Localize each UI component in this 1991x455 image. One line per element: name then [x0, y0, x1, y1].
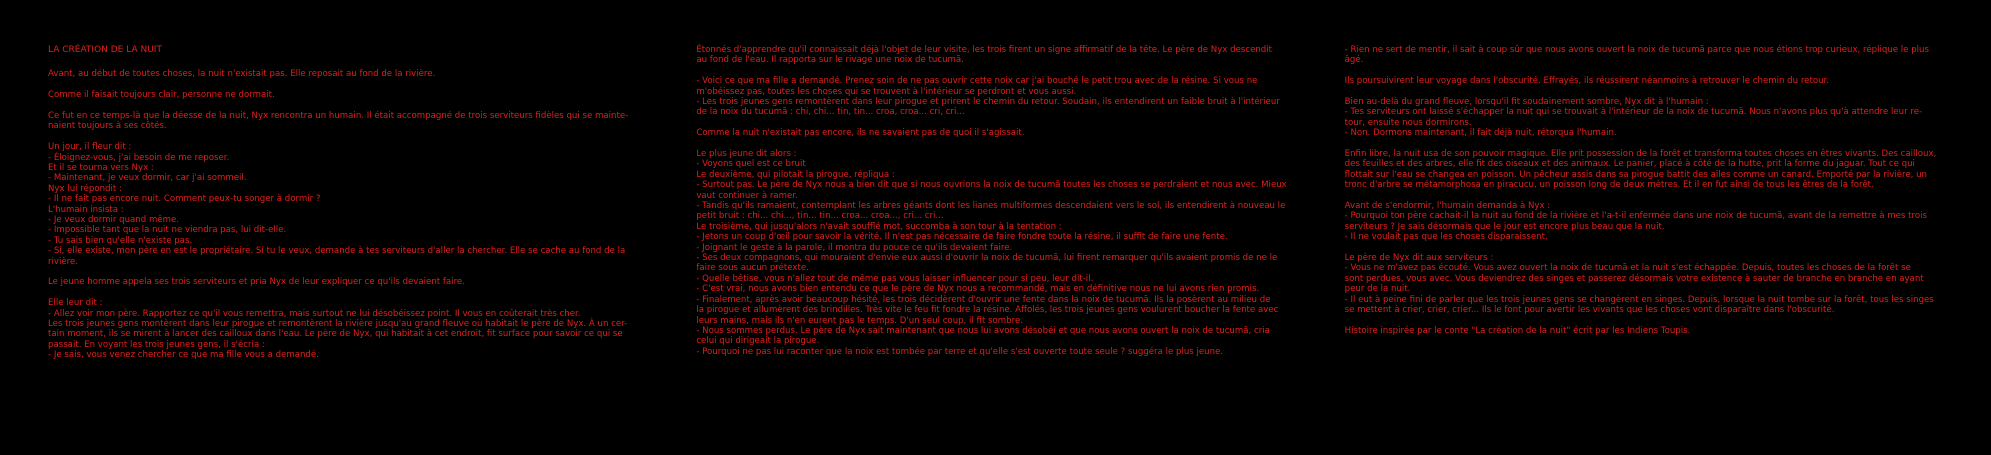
text-line: Bien au-delà du grand fleuve, lorsqu'il fit soudainement sombre, Nyx dit à l'humain : [1344, 97, 1709, 107]
text-line: - Tes serviteurs ont laissé s'échapper la nuit qui se trouvait à l'intérieur de la noix de tucumã. Nous n'avons plus qu'à attendre leur re- [1344, 107, 1923, 118]
text-line: - Joignant le geste à la parole, il montra du pouce ce qu'ils devaient faire. [696, 242, 1013, 253]
paragraph [48, 90, 654, 100]
text-line: - Surtout pas. Le père de Nyx nous a bien dit que si nous ouvrions la noix de tucumã toutes les choses se perdraient et nous avec. Mieux [696, 180, 1287, 191]
text-line: - Jetons un coup d'œil pour savoir la vérité. Il n'est pas nécessaire de faire fondre toute la résine, il suffit de faire une fente. [696, 232, 1228, 243]
paragraph [48, 298, 654, 360]
paragraph [48, 69, 654, 79]
story-title: LA CRÉATION DE LA NUIT [48, 45, 162, 55]
text-line: - Finalement, après avoir beaucoup hésité, les trois décidèrent d'ouvrir une fente dans la noix de tucumã. Ils la posèrent au milieu de [696, 294, 1271, 305]
text-line: - Je veux dormir quand même. [48, 215, 179, 226]
text-line: - C'est vrai, nous avons bien entendu ce que le père de Nyx nous a recommandé, mais en définitive nous ne lui avons rien promis. [696, 284, 1260, 295]
text-line: - Non. Dormons maintenant, il fait déjà nuit, rétorqua l'humain. [1344, 128, 1617, 139]
text-line: Comme la nuit n'existait pas encore, ils ne savaient pas de quoi il s'agissait. [696, 128, 1025, 139]
text-line: - Éloignez-vous, j'ai besoin de me reposer. [48, 152, 230, 163]
text-line: de la noix du tucumã : chi, chi... tin, tin... croa, croa... cri, cri... [696, 107, 965, 118]
text-line: Et il se tourna vers Nyx : [48, 163, 154, 174]
text-line: - Si, elle existe, mon père en est le propriétaire. Si tu le veux, demande à tes serviteurs d'aller la chercher. Elle se cache au fond de la [48, 246, 626, 257]
paragraph [48, 111, 654, 132]
text-line: Comme il faisait toujours clair, personne ne dormait. [48, 90, 275, 101]
text-line: celui qui dirigeait la pirogue. [696, 336, 820, 347]
text-line: - Il eut à peine fini de parler que les trois jeunes gens se changèrent en singes. Depuis, lorsque la nuit tombe sur la forêt, tous les singes [1344, 294, 1934, 305]
text-line: - Je sais, vous venez chercher ce que ma fille vous a demandé. [48, 350, 319, 361]
paragraph [696, 76, 1302, 118]
text-line: peur de la nuit. [1344, 284, 1411, 295]
text-line: Le troisième, qui jusqu'alors n'avait soufflé mot, succomba à son tour à la tentation : [696, 221, 1062, 232]
paragraph [1345, 76, 1951, 86]
text-line: Ce fut en ce temps-là que la déesse de la nuit, Nyx rencontra un humain. Il était accompagné de trois serviteurs fidèles qui se mainte- [48, 111, 629, 121]
text-line: - Voici ce que ma fille a demandé. Prenez soin de ne pas ouvrir cette noix car j'ai bouché le petit trou avec de la résine. Si vous ne [696, 76, 1258, 87]
paragraph [1345, 326, 1951, 336]
text-column-1 [48, 45, 654, 455]
paragraph [696, 128, 1302, 138]
text-line: - Nous sommes perdus. Le père de Nyx sait maintenant que nous lui avons désobéi et que nous avons ouvert la noix de tucumã, cria [696, 325, 1270, 336]
text-line: âgé. [1344, 55, 1364, 66]
text-line: - Vous ne m'avez pas écouté. Vous avez ouvert la noix de tucumã et la nuit s'est échappée. Depuis, toutes les choses de la forêt se [1344, 263, 1911, 274]
paragraph [1345, 149, 1951, 191]
text-line: - Impossible tant que la nuit ne viendra pas, lui dit-elle. [48, 225, 287, 236]
text-line: naient toujours à ses côtés. [48, 121, 167, 132]
text-line: leurs mains, mais ils n'en eurent pas le temps. D'un seul coup, il fit sombre. [696, 315, 1023, 326]
text-line: Nyx lui répondit : [48, 183, 122, 194]
text-line: des feuilles et des arbres, elle fit des oiseaux et des animaux. Le panier, placé à côté de la hutte, prit la forme du jaguar. Tout ce qui [1344, 159, 1915, 170]
paragraph [48, 142, 654, 267]
paragraph [1345, 201, 1951, 243]
paragraph [696, 45, 1302, 66]
text-line: la pirogue et allumèrent des brindilles. Très vite le feu fit fondre la résine. Affolés, les trois jeunes gens voulurent boucher la fente avec [696, 305, 1279, 316]
text-line: Étonnés d'apprendre qu'il connaissait déjà l'objet de leur visite, les trois firent un signe affirmatif de la tête. Le père de Nyx descendit [696, 45, 1273, 55]
text-line: serviteurs ? Je sais désormais que le jour est encore plus beau que la nuit. [1344, 221, 1665, 232]
text-line: - Les trois jeunes gens remontèrent dans leur pirogue et prirent le chemin du retour. Soudain, ils entendirent un faible bruit à l'intérieur [696, 97, 1280, 108]
text-line: tour, ensuite nous dormirons. [1344, 117, 1472, 128]
paragraph [1345, 97, 1951, 139]
text-line: - Rien ne sert de mentir, il sait à coup sûr que nous avons ouvert la noix de tucumã parce que nous étions trop curieux, réplique le plus [1344, 45, 1929, 55]
paragraph [1345, 253, 1951, 315]
text-line: Histoire inspirée par le conte "La création de la nuit" écrit par les Indiens Toupis. [1344, 325, 1691, 336]
text-line: - Maintenant, je veux dormir, car j'ai sommeil. [48, 173, 247, 184]
text-line: Le père de Nyx dit aux serviteurs : [1344, 253, 1494, 264]
text-line: se mettent à crier, crier, crier... Ils le font pour avertir les vivants que les choses vont disparaître dans l'obscurité. [1344, 305, 1835, 316]
text-line: Avant de s'endormir, l'humain demanda à Nyx : [1344, 201, 1551, 212]
text-line: - Voyons quel est ce bruit [696, 159, 806, 170]
text-line: sont perdues, vous avec. Vous deviendrez des singes et passerez désormais votre existence à sauter de branche en branche en ayant [1344, 273, 1924, 284]
text-line: Enfin libre, la nuit usa de son pouvoir magique. Elle prit possession de la forêt et transforma toutes choses en êtres vivants. Des cailloux, [1344, 149, 1937, 160]
text-line: petit bruit : chi... chi..., tin... tin... croa... croa..., cri... cri... [696, 211, 944, 222]
text-line: - Tu sais bien qu'elle n'existe pas. [48, 235, 193, 246]
text-line: Un jour, il fleur dit : [48, 142, 132, 153]
text-line: tronc d'arbre se métamorphosa en piracucu, un poisson long de deux mètres. Et il en fut ainsi de tous les êtres de la forêt. [1344, 180, 1874, 191]
paragraph [696, 149, 1302, 357]
text-line: faire sous aucun prétexte. [696, 263, 809, 274]
text-line: flottait sur l'eau se changea en poisson. Un pêcheur assis dans sa pirogue battit des ailes comme un canard. Emporté par la rivière, un [1344, 169, 1928, 180]
text-line: rivière. [48, 256, 79, 267]
text-line: Ils poursuivirent leur voyage dans l'obscurité. Effrayés, ils réussirent néanmoins à retrouver le chemin du retour. [1344, 76, 1829, 87]
text-line: Les trois jeunes gens montèrent dans leur pirogue et remontèrent la rivière jusqu'au grand fleuve où habitait le père de Nyx. À un cer- [48, 319, 628, 330]
paragraph [48, 277, 654, 287]
text-line: - Il ne voulait pas que les choses disparaissent. [1344, 232, 1548, 243]
text-line: - Ses deux compagnons, qui mouraient d'envie eux aussi d'ouvrir la noix de tucumã, lui firent remarquer qu'ils avaient promis de ne le [696, 253, 1278, 264]
text-line: - Allez voir mon père. Rapportez ce qu'il vous remettra, mais surtout ne lui désobéissez point. Il vous en coûterait très cher. [48, 308, 581, 319]
text-column-2 [696, 45, 1302, 455]
text-line: Le jeune homme appela ses trois serviteurs et pria Nyx de leur expliquer ce qu'ils devaient faire. [48, 277, 465, 288]
text-line: Avant, au début de toutes choses, la nuit n'existait pas. Elle reposait au fond de la rivière. [48, 69, 436, 80]
text-line: tain moment, ils se mirent à lancer des cailloux dans l'eau. Le père de Nyx, qui habitait à cet endroit, fit surface pour savoir ce qui se [48, 329, 623, 340]
text-line: au fond de l'eau. Il rapporta sur le rivage une noix de tucumã. [696, 55, 964, 66]
text-line: - Pourquoi ne pas lui raconter que la noix est tombée par terre et qu'elle s'est ouverte toute seule ? suggéra le plus jeune. [696, 346, 1224, 357]
paragraph [1345, 45, 1951, 66]
text-line: - Tandis qu'ils ramaient, contemplant les arbres géants dont les lianes multiformes descendaient vers le sol, ils entendirent à nouveau le [696, 201, 1286, 212]
text-line: vaut continuer à ramer. [696, 190, 798, 201]
text-column-3 [1345, 45, 1951, 455]
text-line: Elle leur dit : [48, 298, 103, 309]
text-line: Le deuxième, qui pilotait la pirogue, répliqua : [696, 169, 895, 180]
text-line: - Quelle bêtise, vous n'allez tout de même pas vous laisser influencer pour si peu, leur dit-il. [696, 273, 1094, 284]
text-line: - Il ne fait pas encore nuit. Comment peux-tu songer à dormir ? [48, 194, 321, 205]
text-line: - Pourquoi ton père cachait-il la nuit au fond de la rivière et l'a-t-il enfermée dans une noix de tucumã, avant de la remettre à mes trois [1344, 211, 1927, 222]
text-line: L'humain insista : [48, 204, 124, 215]
text-line: m'obéissez pas, toutes les choses qui se trouvent à l'intérieur se perdront et vous aussi. [696, 86, 1077, 97]
text-line: passait. En voyant les trois jeunes gens, il s'écria : [48, 339, 265, 350]
text-line: Le plus jeune dit alors : [696, 149, 797, 160]
